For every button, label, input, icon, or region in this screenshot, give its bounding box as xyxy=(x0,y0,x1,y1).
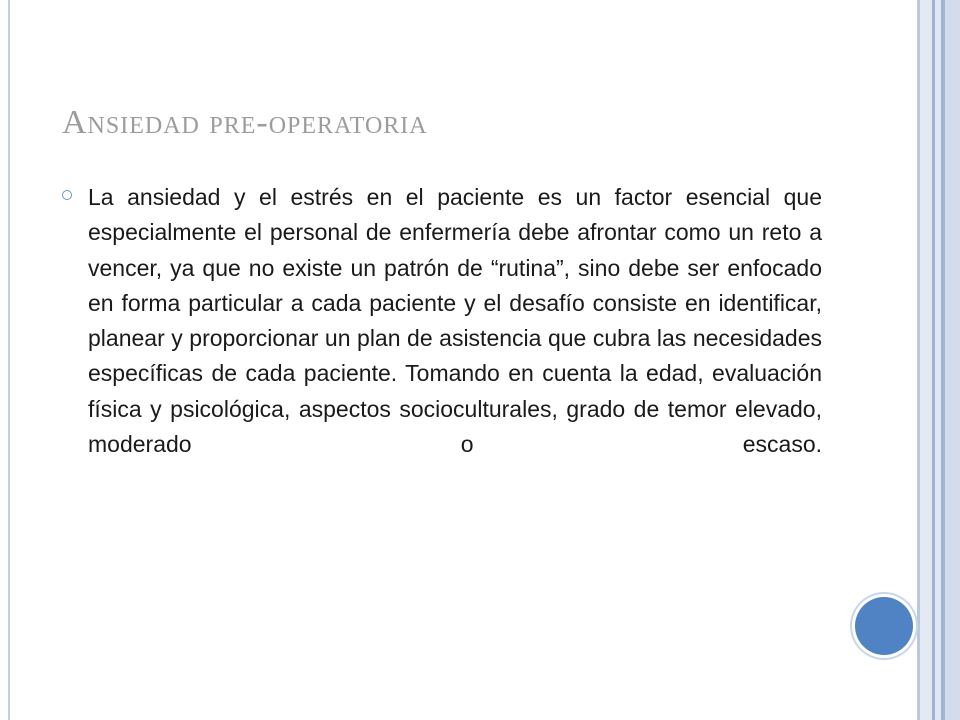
bullet-text: La ansiedad y el estrés en el paciente es un factor esencial que especialmente el personal de enfermería debe afrontar como un reto a vencer, ya que no existe un patrón de “rutina”, sino debe ser enfocado en forma particular a cada paciente y el desafío consiste en identificar, planear y proporcionar un plan de asistencia que cubra las necesidades específicas de cada paciente. Tomando en cuenta la edad, evaluación física y psicológica, aspectos socioculturales, grado de temor elevado, moderado o escaso. xyxy=(88,184,822,458)
accent-circle-decoration xyxy=(855,597,913,655)
left-divider-line xyxy=(8,0,10,720)
slide-title: Ansiedad pre-operatoria xyxy=(62,104,428,141)
right-band-stripe xyxy=(945,0,960,720)
right-band-stripe xyxy=(920,0,932,720)
hollow-circle-bullet-icon xyxy=(62,190,72,200)
